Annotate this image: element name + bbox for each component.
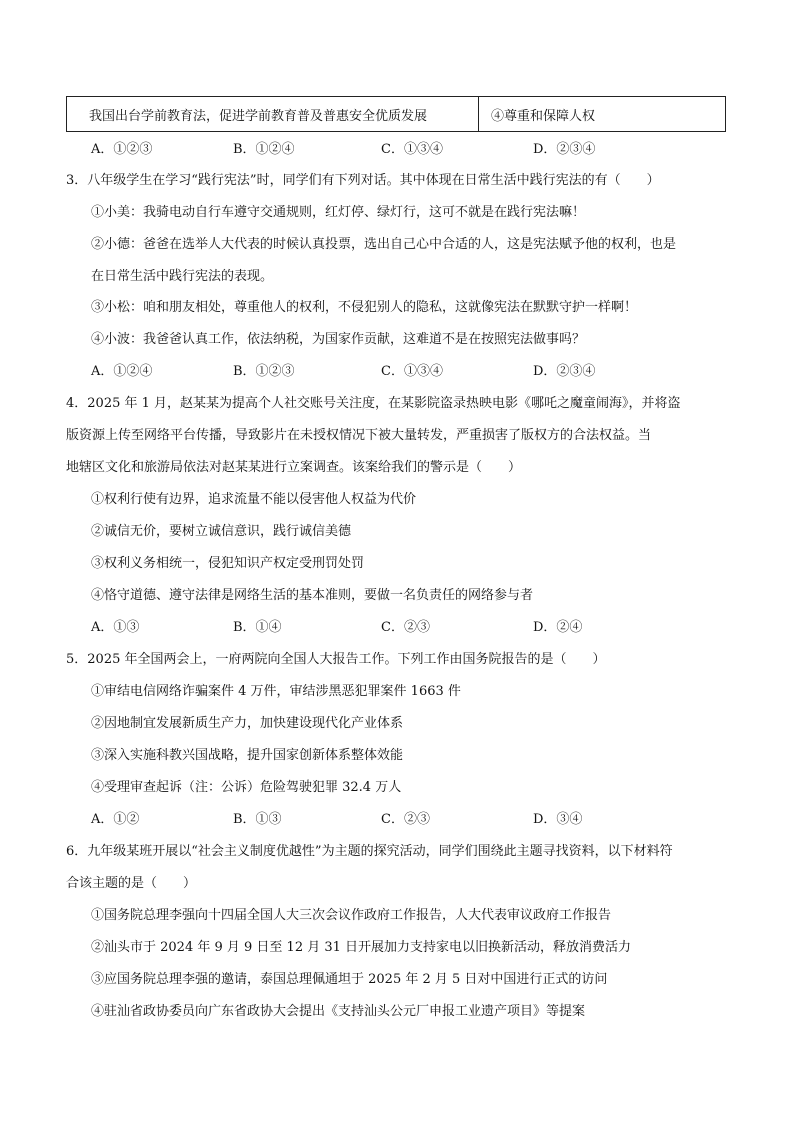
q4-statement-3: ③权利义务相统一，侵犯知识产权定受刑罚处罚 <box>91 556 365 571</box>
answer-table-row <box>66 96 726 132</box>
q5-statement-4: ④受理审查起诉（注：公诉）危险驾驶犯罪 32.4 万人 <box>91 780 402 795</box>
q3-statement-2: ②小德：爸爸在选举人大代表的时候认真投票，选出自己心中合适的人，这是宪法赋予他的权利，也是 <box>91 237 677 252</box>
option-a: A．①③ <box>91 620 140 635</box>
q4-options <box>91 618 611 638</box>
option-d: D．②③④ <box>533 142 596 157</box>
q2-options <box>91 140 611 160</box>
q4-stem-line-3: 地辖区文化和旅游局依法对赵某某进行立案调查。该案给我们的警示是（ ） <box>66 460 522 475</box>
q3-options <box>91 362 611 382</box>
q5-statement-3: ③深入实施科教兴国战略，提升国家创新体系整体效能 <box>91 748 404 763</box>
q5-options <box>91 810 611 830</box>
option-a: A．①②④ <box>91 364 153 379</box>
q3-statement-2-cont: 在日常生活中践行宪法的表现。 <box>91 269 274 284</box>
q5-stem: 5．2025 年全国两会上，一府两院向全国人大报告工作。下列工作由国务院报告的是（ ） <box>66 652 606 667</box>
q6-statement-3: ③应国务院总理李强的邀请，泰国总理佩通坦于 2025 年 2 月 5 日对中国进行正式的访问 <box>91 972 608 987</box>
option-d: D．②③④ <box>533 364 596 379</box>
q3-statement-1: ①小美：我骑电动自行车遵守交通规则，红灯停、绿灯行，这可不就是在践行宪法嘛！ <box>91 205 586 220</box>
q6-stem-line-2: 合该主题的是（ ） <box>66 876 197 891</box>
table-cell-left: 我国出台学前教育法，促进学前教育普及普惠安全优质发展 <box>67 97 479 131</box>
q6-statement-4: ④驻汕省政协委员向广东省政协大会提出《支持汕头公元厂申报工业遗产项目》等提案 <box>91 1004 586 1019</box>
table-cell-right: ④尊重和保障人权 <box>491 108 596 124</box>
option-c: C．②③ <box>381 620 430 635</box>
option-d: D．③④ <box>533 812 583 827</box>
q4-stem-line-2: 版资源上传至网络平台传播，导致影片在未授权情况下被大量转发，严重损害了版权方的合法权益。当 <box>66 428 652 443</box>
option-b: B．①③ <box>233 812 282 827</box>
q3-stem: 3．八年级学生在学习“践行宪法”时，同学们有下列对话。其中体现在日常生活中践行宪法的有（ ） <box>66 173 660 188</box>
option-c: C．①③④ <box>381 364 443 379</box>
q4-statement-2: ②诚信无价，要树立诚信意识，践行诚信美德 <box>91 524 352 539</box>
option-b: B．①④ <box>233 620 282 635</box>
q6-statement-1: ①国务院总理李强向十四届全国人大三次会议作政府工作报告，人大代表审议政府工作报告 <box>91 908 612 923</box>
q6-statement-2: ②汕头市于 2024 年 9 月 9 日至 12 月 31 日开展加力支持家电以旧换新活动，释放消费活力 <box>91 940 632 955</box>
q4-statement-4: ④恪守道德、遵守法律是网络生活的基本准则，要做一名负责任的网络参与者 <box>91 588 534 603</box>
q4-stem-line-1: 4．2025 年 1 月，赵某某为提高个人社交账号关注度，在某影院盗录热映电影《哪吒之魔童闹海》，并将盗 <box>66 396 681 411</box>
option-b: B．①②④ <box>233 142 295 157</box>
q5-statement-1: ①审结电信网络诈骗案件 4 万件，审结涉黑恶犯罪案件 1663 件 <box>91 684 461 699</box>
q4-statement-1: ①权利行使有边界，追求流量不能以侵害他人权益为代价 <box>91 492 417 507</box>
q3-statement-3: ③小松：咱和朋友相处，尊重他人的权利，不侵犯别人的隐私，这就像宪法在默默守护一样啊！ <box>91 300 638 315</box>
option-a: A．①②③ <box>91 142 153 157</box>
option-c: C．①③④ <box>381 142 443 157</box>
q3-statement-4: ④小波：我爸爸认真工作，依法纳税，为国家作贡献，这难道不是在按照宪法做事吗？ <box>91 332 586 347</box>
q5-statement-2: ②因地制宜发展新质生产力，加快建设现代化产业体系 <box>91 716 404 731</box>
option-d: D．②④ <box>533 620 583 635</box>
option-a: A．①② <box>91 812 140 827</box>
q6-stem-line-1: 6．九年级某班开展以“社会主义制度优越性”为主题的探究活动，同学们围绕此主题寻找资料，以下材料符 <box>66 844 673 859</box>
option-b: B．①②③ <box>233 364 295 379</box>
option-c: C．②③ <box>381 812 430 827</box>
